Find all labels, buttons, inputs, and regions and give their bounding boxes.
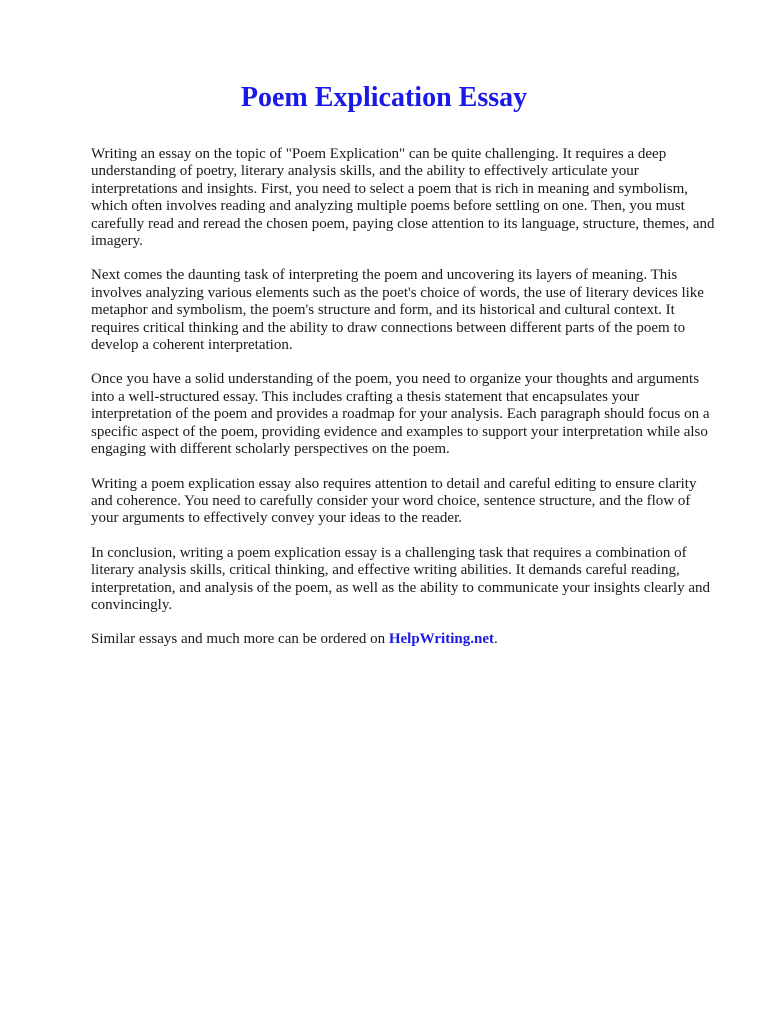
essay-paragraph-1: Writing an essay on the topic of "Poem Explication" can be quite challenging. It requires a deep understanding of poetry, literary analysis skills, and the ability to effectively articulate your interpretations and insights. First, you need to select a poem that is rich in meaning and symbolism, which often involves reading and analyzing multiple poems before settling on one. Then, you must carefully read and reread the chosen poem, paying close attention to its language, structure, themes, and imagery. bbox=[91, 146, 715, 250]
essay-paragraph-5: In conclusion, writing a poem explication essay is a challenging task that requires a combination of literary analysis skills, critical thinking, and effective writing abilities. It demands careful reading, interpretation, and analysis of the poem, as well as the ability to communicate your insights clearly and convincingly. bbox=[91, 544, 710, 613]
essay-paragraph-3: Once you have a solid understanding of the poem, you need to organize your thoughts and arguments into a well-structured essay. This includes crafting a thesis statement that encapsulates your interpretation of the poem and provides a roadmap for your analysis. Each paragraph should focus on a specific aspect of the poem, providing evidence and examples to support your interpretation while also engaging with different scholarly perspectives on the poem. bbox=[91, 371, 710, 458]
essay-paragraph-2: Next comes the daunting task of interpreting the poem and uncovering its layers of meaning. This involves analyzing various elements such as the poet's choice of words, the use of literary devices like metaphor and symbolism, the poem's structure and form, and its historical and cultural context. It requires critical thinking and the ability to draw connections between different parts of the poem to develop a coherent interpretation. bbox=[91, 267, 704, 354]
footer-prefix: Similar essays and much more can be ordered on bbox=[91, 631, 389, 648]
footer-note bbox=[91, 631, 721, 648]
footer-suffix: . bbox=[493, 631, 498, 648]
page-title: Poem Explication Essay bbox=[240, 82, 528, 113]
essay-paragraph-4: Writing a poem explication essay also requires attention to detail and careful editing to ensure clarity and coherence. You need to carefully consider your word choice, sentence structure, and the flow of your arguments to effectively convey your ideas to the reader. bbox=[91, 475, 697, 527]
essay-body bbox=[91, 146, 721, 666]
helpwriting-link[interactable]: HelpWriting.net bbox=[388, 631, 494, 648]
